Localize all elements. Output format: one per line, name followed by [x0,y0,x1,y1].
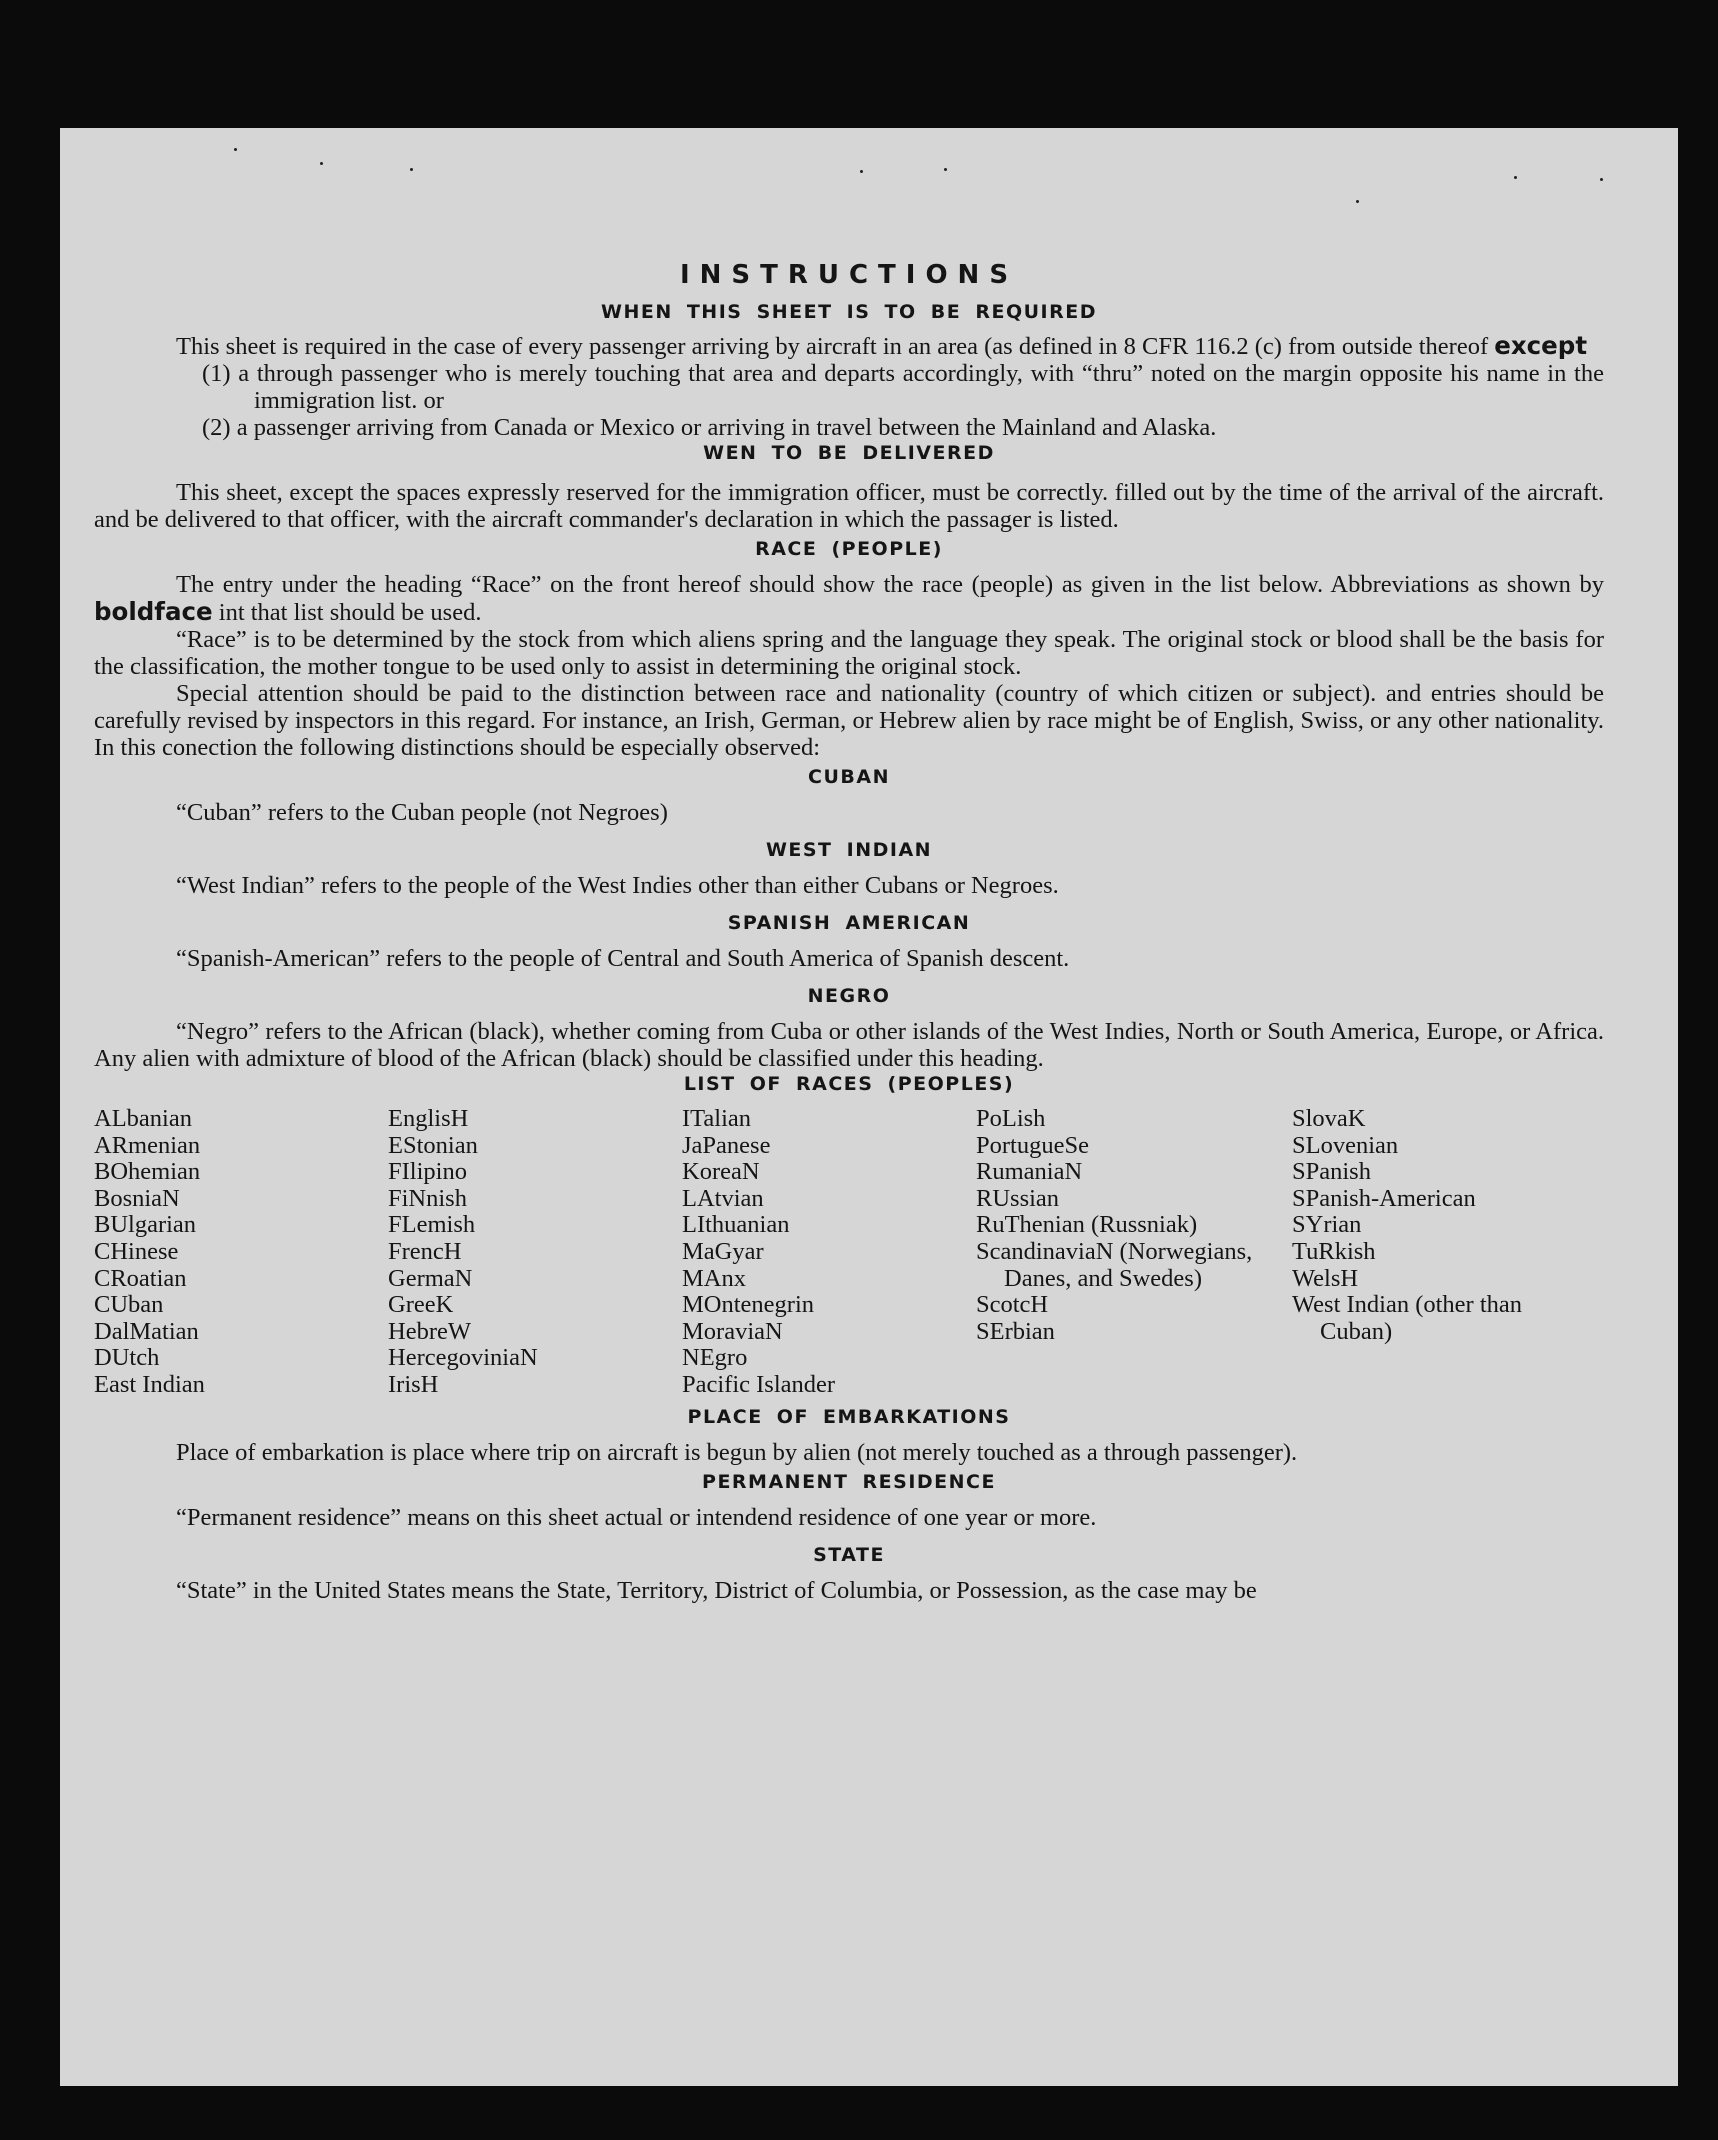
race-item: ALbanian [94,1105,192,1132]
race-item: PortugueSe [976,1131,1089,1159]
races-column-2 [388,1106,682,1399]
boldface-text: boldface [94,597,213,626]
race-item: ScotcH [976,1291,1049,1319]
race-item: HercegoviniaN [388,1344,538,1372]
heading-state: STATE [813,1543,885,1566]
race-item: CRoatian [94,1264,187,1292]
when-required-paragraph [94,332,1604,360]
heading-cuban: CUBAN [808,766,890,788]
race-item: WelsH [1292,1264,1359,1292]
dust-speck [860,170,863,173]
race-item: RUssian [976,1184,1060,1212]
race-paragraph-2: “Race” is to be determined by the stock from which aliens spring and the language they speak. The original stock or blood shall be the basis for the classification, the mother tongue to be used only to assist in determining the original stock. [94,626,1604,680]
race-item: NEgro [682,1344,748,1372]
race-item: CUban [94,1291,164,1319]
race-item: SYrian [1292,1211,1362,1239]
race-item: MaGyar [682,1237,764,1265]
race-item: FiNnish [388,1184,467,1212]
when-delivered-paragraph: This sheet, except the spaces expressly reserved for the immigration officer, must be correctly. filled out by the time of the arrival of the aircraft. and be delivered to that officer, with the aircraft commander's declaration in which the passager is listed. [94,479,1604,533]
race-item: BosniaN [94,1184,180,1212]
instructions-content [94,258,1604,1604]
exception-item-2: (2) a passenger arriving from Canada or Mexico or arriving in travel between the Mainland and Alaska. [202,414,1217,441]
race-paragraph-3: Special attention should be paid to the distinction between race and nationality (country of which citizen or subject). and entries should be carefully revised by inspectors in this regard. For instance, an Irish, German, or Hebrew alien by race might be of English, Swiss, or any other nationality. In this conection the following distinctions should be especially observed: [94,680,1604,761]
when-required-text: This sheet is required in the case of every passenger arriving by aircraft in an area (as defined in 8 CFR 116.2 (c) from outside thereof [176,333,1489,360]
race-item: CHinese [94,1237,179,1265]
residence-paragraph: “Permanent residence” means on this sheet actual or intendend residence of one year or more. [176,1503,1097,1531]
embarkation-paragraph: Place of embarkation is place where trip on aircraft is begun by alien (not merely touched as a through passenger). [176,1438,1298,1466]
cuban-paragraph: “Cuban” refers to the Cuban people (not Negroes) [176,799,668,826]
races-column-5 [1292,1106,1592,1399]
race-item: East Indian [94,1370,205,1398]
race-item: SLovenian [1292,1131,1399,1159]
race-item: KoreaN [682,1158,760,1186]
race-item: ARmenian [94,1131,201,1159]
race-item: JaPanese [682,1131,771,1159]
race-item: RumaniaN [976,1158,1083,1186]
heading-list-of-races: LIST OF RACES (PEOPLES) [683,1073,1015,1095]
heading-negro: NEGRO [807,985,891,1007]
race-item: HebreW [388,1317,471,1345]
heading-when-required: WHEN THIS SHEET IS TO BE REQUIRED [600,301,1097,323]
race-item: BUlgarian [94,1211,197,1239]
race-item: SlovaK [1292,1105,1366,1132]
race-item: PoLish [976,1105,1046,1132]
dust-speck [1356,200,1359,203]
race-item: EnglisH [388,1105,469,1132]
race-p1-text: The entry under the heading “Race” on the front hereof should show the race (people) as given in the list below. Abbreviations as shown by [176,571,1604,598]
dust-speck [320,162,323,165]
race-item: FLemish [388,1211,476,1239]
race-item: FIlipino [388,1158,467,1186]
exception-item-1: (1) a through passenger who is merely touching that area and departs accordingly, with “thru” noted on the margin opposite his name in the immigration list. or [202,360,1604,414]
races-column-1 [94,1106,388,1399]
race-item: GermaN [388,1264,473,1292]
dust-speck [944,168,947,171]
race-item: IrisH [388,1370,439,1398]
heading-west-indian: WEST INDIAN [765,839,933,861]
state-paragraph: “State” in the United States means the State, Territory, District of Columbia, or Possession, as the case may be [176,1576,1257,1604]
race-paragraph-1 [94,571,1604,626]
race-item: ITalian [682,1105,752,1132]
races-column-3 [682,1106,976,1399]
race-item: DUtch [94,1344,160,1372]
negro-paragraph: “Negro” refers to the African (black), whether coming from Cuba or other islands of the West Indies, North or South America, Europe, or Africa. Any alien with admixture of blood of the African (black) should be classified under this heading. [94,1018,1604,1072]
west-indian-paragraph: “West Indian” refers to the people of the West Indies other than either Cubans or Negroes. [176,872,1059,899]
race-item: LIthuanian [682,1211,790,1239]
spanish-american-paragraph: “Spanish-American” refers to the people of Central and South America of Spanish descent. [176,945,1070,972]
race-item: SPanish [1292,1158,1371,1186]
race-item: RuThenian (Russniak) [976,1211,1198,1239]
race-item: SPanish-American [1292,1184,1476,1212]
heading-when-delivered: WEN TO BE DELIVERED [703,442,995,464]
dust-speck [1600,178,1603,181]
race-item: MOntenegrin [682,1291,814,1319]
race-item: ScandinaviaN (Norwegians, Danes, and Swedes) [976,1237,1253,1292]
heading-permanent-residence: PERMANENT RESIDENCE [702,1470,996,1493]
race-item: GreeK [388,1291,454,1319]
dust-speck [1514,176,1517,179]
race-item: LAtvian [682,1184,764,1212]
race-p1-after-text: int that list should be used. [218,599,482,626]
race-item: SErbian [976,1317,1055,1345]
race-item: West Indian (other than Cuban) [1292,1291,1523,1345]
race-item: MoraviaN [682,1317,783,1345]
race-item: MAnx [682,1264,746,1292]
document-page [60,128,1678,2086]
exception-list [94,360,1604,441]
race-item: TuRkish [1292,1237,1376,1265]
heading-spanish-american: SPANISH AMERICAN [727,912,971,934]
race-item: Pacific Islander [682,1370,836,1398]
race-item: BOhemian [94,1158,201,1186]
heading-embarkation: PLACE OF EMBARKATIONS [687,1405,1011,1428]
races-list [94,1106,1604,1399]
dust-speck [234,148,237,151]
page-title: INSTRUCTIONS [679,260,1019,290]
race-item: FrencH [388,1237,462,1265]
heading-race: RACE (PEOPLE) [755,538,943,560]
race-item: DalMatian [94,1317,199,1345]
races-column-4 [976,1106,1292,1399]
except-bold-text: except [1494,331,1588,360]
dust-speck [410,168,413,171]
race-item: EStonian [388,1131,478,1159]
